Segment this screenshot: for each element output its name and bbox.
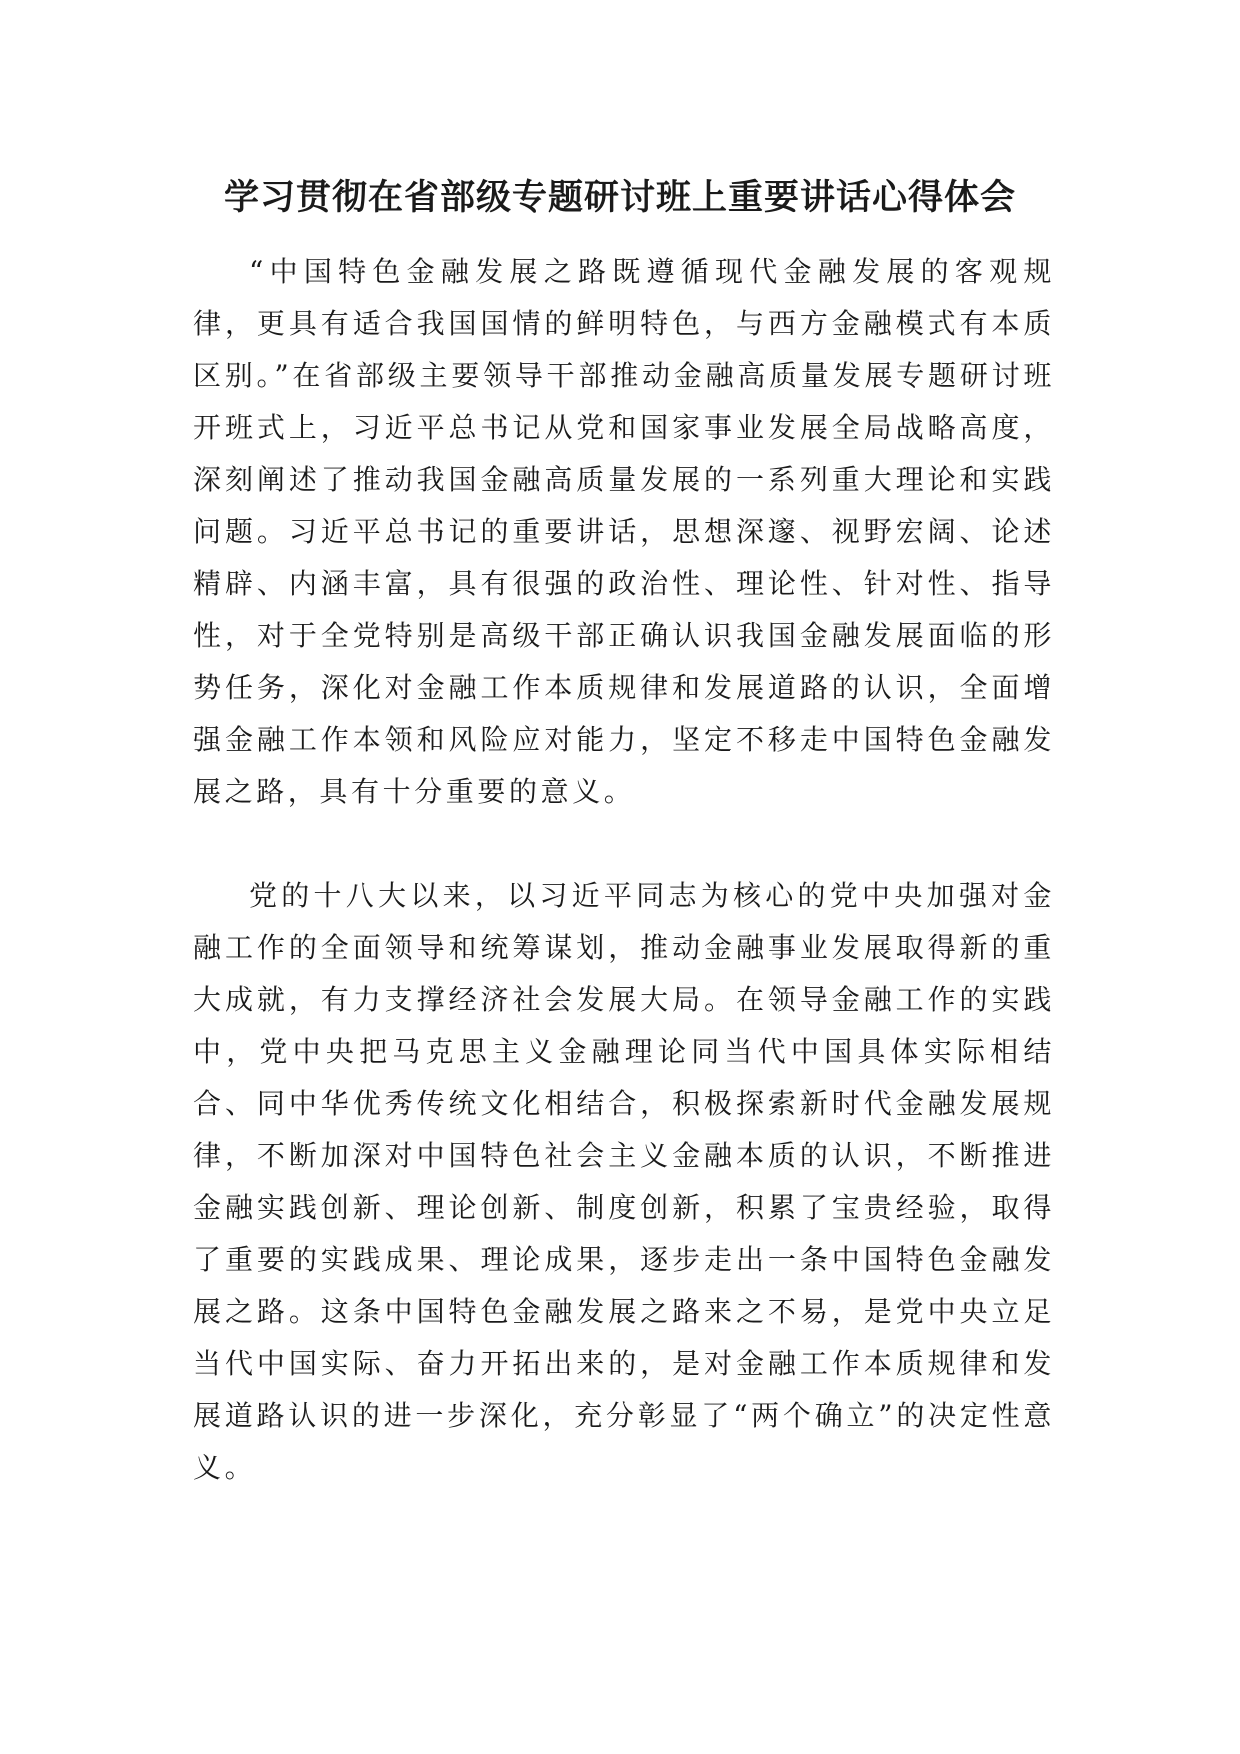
document-body bbox=[193, 246, 1055, 1494]
paragraph-1: “中国特色金融发展之路既遵循现代金融发展的客观规律，更具有适合我国国情的鲜明特色，与西方金融模式有本质区别。”在省部级主要领导干部推动金融高质量发展专题研讨班开班式上，习近平总书记从党和国家事业发展全局战略高度，深刻阐述了推动我国金融高质量发展的一系列重大理论和实践问题。习近平总书记的重要讲话，思想深邃、视野宏阔、论述精辟、内涵丰富，具有很强的政治性、理论性、针对性、指导性，对于全党特别是高级干部正确认识我国金融发展面临的形势任务，深化对金融工作本质规律和发展道路的认识，全面增强金融工作本领和风险应对能力，坚定不移走中国特色金融发展之路，具有十分重要的意义。 bbox=[193, 255, 1055, 808]
paragraph-2: 党的十八大以来，以习近平同志为核心的党中央加强对金融工作的全面领导和统筹谋划，推动金融事业发展取得新的重大成就，有力支撑经济社会发展大局。在领导金融工作的实践中，党中央把马克思主义金融理论同当代中国具体实际相结合、同中华优秀传统文化相结合，积极探索新时代金融发展规律，不断加深对中国特色社会主义金融本质的认识，不断推进金融实践创新、理论创新、制度创新，积累了宝贵经验，取得了重要的实践成果、理论成果，逐步走出一条中国特色金融发展之路。这条中国特色金融发展之路来之不易，是党中央立足当代中国实际、奋力开拓出来的，是对金融工作本质规律和发展道路认识的进一步深化，充分彰显了“两个确立”的决定性意义。 bbox=[193, 879, 1055, 1484]
document-title: 学习贯彻在省部级专题研讨班上重要讲话心得体会 bbox=[223, 178, 1016, 218]
